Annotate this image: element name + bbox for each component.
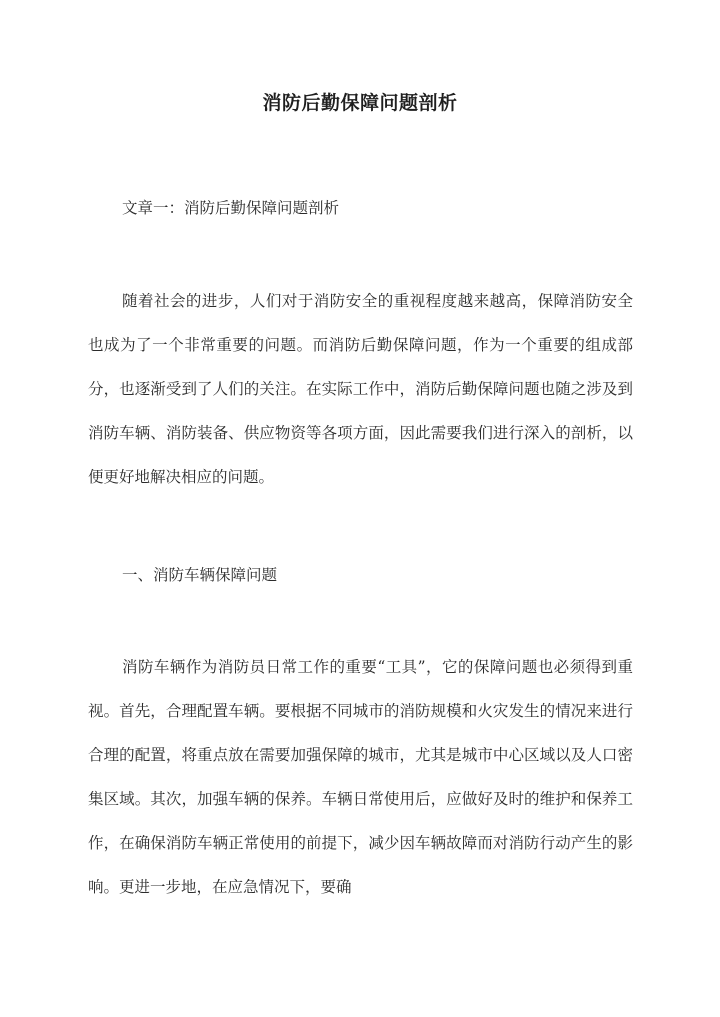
document-title: 消防后勤保障问题剖析: [262, 92, 458, 114]
article-subtitle: 文章一：消防后勤保障问题剖析: [122, 199, 340, 217]
vehicles-paragraph: 消防车辆作为消防员日常工作的重要“工具”，它的保障问题也必须得到重视。首先，合理配置车辆。要根据不同城市的消防规模和火灾发生的情况来进行合理的配置，将重点放在需要加强保障的城市，尤其是城市中心区域以及人口密集区域。其次，加强车辆的保养。车辆日常使用后，应做好及时的维护和保养工作，在确保消防车辆正常使用的前提下，减少因车辆故障而对消防行动产生的影响。更进一步地，在应急情况下，要确: [88, 658, 633, 896]
intro-paragraph: 随着社会的进步，人们对于消防安全的重视程度越来越高，保障消防安全也成为了一个非常重要的问题。而消防后勤保障问题，作为一个重要的组成部分，也逐渐受到了人们的关注。在实际工作中，消防后勤保障问题也随之涉及到消防车辆、消防装备、供应物资等各项方面，因此需要我们进行深入的剖析，以便更好地解决相应的问题。: [88, 292, 633, 486]
section-heading-vehicles: 一、消防车辆保障问题: [122, 566, 278, 584]
